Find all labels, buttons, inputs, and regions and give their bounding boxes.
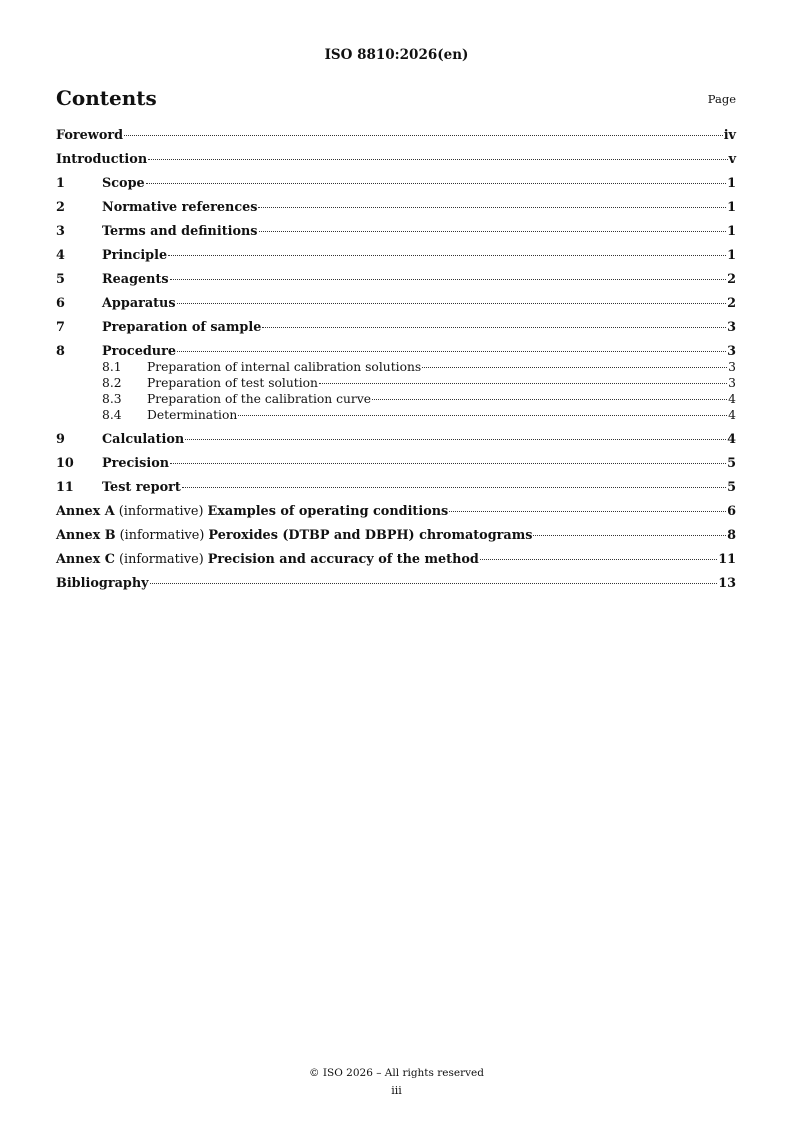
annex-type: (informative) xyxy=(114,552,208,567)
dot-leader xyxy=(146,183,726,184)
toc-entry-page: 5 xyxy=(727,456,736,471)
toc-entry-label: Principle xyxy=(102,248,168,263)
toc-entry-number: 8.3 xyxy=(102,392,122,406)
toc-entry-label: Normative references xyxy=(102,200,258,215)
toc-subentry-internal-calibration-solutions[interactable] xyxy=(56,360,736,376)
toc-entry-number: 7 xyxy=(56,320,65,335)
toc-entry-page: 1 xyxy=(727,176,736,191)
toc-entry-reagents[interactable] xyxy=(56,272,736,296)
dot-leader xyxy=(170,279,727,280)
toc-entry-label: Scope xyxy=(102,176,145,191)
toc-entry-number: 6 xyxy=(56,296,65,311)
dot-leader xyxy=(148,159,727,160)
toc-entry-principle[interactable] xyxy=(56,248,736,272)
contents-title: Contents xyxy=(56,86,157,110)
toc-entry-label: Foreword xyxy=(56,128,124,143)
toc-subentry-calibration-curve[interactable] xyxy=(56,392,736,408)
toc-entry-label: Precision xyxy=(102,456,170,471)
dot-leader xyxy=(449,511,726,512)
dot-leader xyxy=(372,399,727,400)
annex-label: Annex B xyxy=(56,528,116,543)
toc-entry-label xyxy=(56,552,479,567)
toc-entry-number: 10 xyxy=(56,456,74,471)
toc-entry-number: 11 xyxy=(56,480,74,495)
toc-entry-number: 9 xyxy=(56,432,65,447)
toc-entry-number: 1 xyxy=(56,176,65,191)
toc-entry-procedure[interactable] xyxy=(56,344,736,360)
toc-entry-bibliography[interactable] xyxy=(56,576,736,600)
dot-leader xyxy=(258,207,726,208)
dot-leader xyxy=(124,135,723,136)
toc-entry-page: iv xyxy=(723,128,736,143)
toc-entry-label: Preparation of the calibration curve xyxy=(147,392,372,406)
toc-entry-label: Preparation of sample xyxy=(102,320,262,335)
toc-entry-page: 5 xyxy=(727,480,736,495)
toc-entry-scope[interactable] xyxy=(56,176,736,200)
dot-leader xyxy=(533,535,726,536)
toc-entry-label: Reagents xyxy=(102,272,169,287)
toc-entry-annex-a[interactable] xyxy=(56,504,736,528)
toc-entry-number: 3 xyxy=(56,224,65,239)
dot-leader xyxy=(168,255,726,256)
annex-type: (informative) xyxy=(115,528,209,543)
toc-entry-label: Bibliography xyxy=(56,576,149,591)
dot-leader xyxy=(238,415,727,416)
toc-entry-label: Apparatus xyxy=(102,296,176,311)
toc-entry-precision[interactable] xyxy=(56,456,736,480)
toc-entry-label: Test report xyxy=(102,480,181,495)
toc-entry-label xyxy=(56,528,532,543)
toc-entry-page: 1 xyxy=(727,248,736,263)
toc-subentry-test-solution[interactable] xyxy=(56,376,736,392)
dot-leader xyxy=(170,463,726,464)
footer-page-number: iii xyxy=(391,1084,402,1097)
page-column-label: Page xyxy=(707,92,736,106)
toc-entry-label: Preparation of test solution xyxy=(147,376,318,390)
toc-entry-page: 1 xyxy=(727,224,736,239)
toc-entry-terms-and-definitions[interactable] xyxy=(56,224,736,248)
toc-entry-number: 8 xyxy=(56,344,65,359)
toc-entry-page: 6 xyxy=(727,504,736,519)
table-of-contents xyxy=(56,128,736,600)
toc-entry-annex-c[interactable] xyxy=(56,552,736,576)
annex-label: Annex A xyxy=(56,504,115,519)
toc-entry-page: 2 xyxy=(727,272,736,287)
toc-entry-foreword[interactable] xyxy=(56,128,736,152)
toc-entry-number: 2 xyxy=(56,200,65,215)
toc-entry-normative-references[interactable] xyxy=(56,200,736,224)
dot-leader xyxy=(185,439,726,440)
toc-entry-number: 4 xyxy=(56,248,65,263)
dot-leader xyxy=(259,231,727,232)
document-header-id: ISO 8810:2026(en) xyxy=(324,47,469,63)
toc-entry-annex-b[interactable] xyxy=(56,528,736,552)
annex-label: Annex C xyxy=(56,552,115,567)
toc-entry-label: Introduction xyxy=(56,152,148,167)
toc-entry-page: 3 xyxy=(727,320,736,335)
dot-leader xyxy=(177,303,727,304)
toc-entry-page: 3 xyxy=(728,360,736,374)
toc-entry-label: Terms and definitions xyxy=(102,224,258,239)
footer-copyright: © ISO 2026 – All rights reserved xyxy=(309,1067,484,1079)
toc-entry-preparation-of-sample[interactable] xyxy=(56,320,736,344)
toc-entry-number: 8.1 xyxy=(102,360,122,374)
dot-leader xyxy=(177,351,726,352)
toc-entry-page: 3 xyxy=(728,376,736,390)
toc-entry-page: 1 xyxy=(727,200,736,215)
toc-entry-label: Calculation xyxy=(102,432,185,447)
toc-subentry-determination[interactable] xyxy=(56,408,736,432)
dot-leader xyxy=(422,367,727,368)
toc-entry-page: 3 xyxy=(727,344,736,359)
toc-entry-label: Determination xyxy=(147,408,238,422)
annex-title: Peroxides (DTBP and DBPH) chromatograms xyxy=(208,528,533,543)
toc-entry-apparatus[interactable] xyxy=(56,296,736,320)
toc-entry-label: Preparation of internal calibration solutions xyxy=(147,360,422,374)
dot-leader xyxy=(262,327,726,328)
dot-leader xyxy=(150,583,718,584)
toc-entry-page: 11 xyxy=(718,552,736,567)
toc-entry-number: 5 xyxy=(56,272,65,287)
toc-entry-page: 2 xyxy=(727,296,736,311)
dot-leader xyxy=(182,487,726,488)
annex-title: Examples of operating conditions xyxy=(207,504,449,519)
toc-entry-test-report[interactable] xyxy=(56,480,736,504)
annex-title: Precision and accuracy of the method xyxy=(207,552,479,567)
toc-entry-page: v xyxy=(728,152,736,167)
toc-entry-page: 4 xyxy=(727,432,736,447)
dot-leader xyxy=(319,383,727,384)
annex-type: (informative) xyxy=(114,504,208,519)
toc-entry-page: 13 xyxy=(718,576,736,591)
toc-entry-number: 8.2 xyxy=(102,376,122,390)
toc-entry-calculation[interactable] xyxy=(56,432,736,456)
toc-entry-introduction[interactable] xyxy=(56,152,736,176)
toc-entry-page: 8 xyxy=(727,528,736,543)
toc-entry-label: Procedure xyxy=(102,344,176,359)
toc-entry-label xyxy=(56,504,448,519)
toc-entry-page: 4 xyxy=(728,392,736,406)
toc-entry-number: 8.4 xyxy=(102,408,122,422)
dot-leader xyxy=(480,559,717,560)
toc-entry-page: 4 xyxy=(728,408,736,422)
